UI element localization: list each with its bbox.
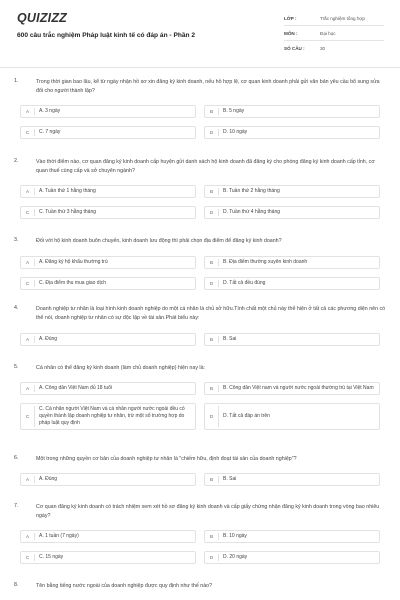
meta-row-class	[284, 11, 384, 26]
option-text: D. Tất cả đáp án trên	[223, 413, 270, 419]
meta-label: MÔN :	[284, 30, 298, 36]
answer-option-a[interactable]	[20, 382, 196, 395]
document-header	[0, 0, 400, 68]
document-meta	[284, 11, 384, 56]
option-letter: D	[205, 406, 219, 427]
answer-option-c[interactable]	[20, 206, 196, 219]
question-text: Tên bằng tiếng nước ngoài của doanh nghiệp được quy định như thế nào?	[36, 583, 213, 589]
answer-option-d[interactable]	[204, 206, 380, 219]
answer-option-c[interactable]	[20, 277, 196, 290]
answer-options	[20, 382, 380, 430]
option-text: D. 20 ngày	[223, 554, 248, 560]
option-letter: D	[205, 209, 219, 216]
option-letter: B	[205, 259, 219, 266]
option-letter: A	[21, 476, 35, 483]
answer-options	[20, 473, 380, 486]
answer-options	[20, 185, 380, 219]
answer-option-a[interactable]	[20, 256, 196, 269]
option-letter: D	[205, 129, 219, 136]
option-letter: B	[205, 108, 219, 115]
question-8	[14, 582, 386, 591]
answer-options	[20, 530, 380, 564]
option-letter: B	[205, 533, 219, 540]
option-letter: A	[21, 533, 35, 540]
question-4	[14, 305, 386, 323]
question-1	[14, 78, 386, 96]
question-6	[14, 455, 386, 464]
question-3	[14, 237, 386, 246]
option-text: A. 1 tuần (7 ngày)	[39, 533, 79, 539]
answer-options	[20, 333, 380, 346]
option-text: C. 7 ngày	[39, 129, 61, 135]
option-text: B. Sai	[223, 476, 237, 482]
option-letter: C	[21, 554, 35, 561]
answer-option-c[interactable]	[20, 403, 196, 430]
option-letter: B	[205, 385, 219, 392]
option-text: A. Đăng ký hộ khẩu thường trú	[39, 259, 108, 265]
option-letter: D	[205, 280, 219, 287]
meta-value: 30	[320, 46, 326, 51]
meta-row-subject	[284, 26, 384, 41]
option-text: A. Công dân Việt Nam đủ 18 tuổi	[39, 385, 113, 391]
answer-option-b[interactable]	[204, 105, 380, 118]
option-letter: C	[21, 280, 35, 287]
option-letter: A	[21, 336, 35, 343]
answer-option-a[interactable]	[20, 105, 196, 118]
meta-label: LỚP :	[284, 15, 297, 21]
answer-option-a[interactable]	[20, 530, 196, 543]
document-title: 600 câu trắc nghiệm Pháp luật kinh tế có đáp án - Phần 2	[17, 32, 196, 39]
answer-option-a[interactable]	[20, 333, 196, 346]
option-letter: C	[21, 209, 35, 216]
meta-label: SỐ CÂU :	[284, 46, 305, 51]
option-letter: B	[205, 476, 219, 483]
question-number: 5.	[14, 364, 19, 370]
question-7	[14, 503, 386, 521]
question-text: Đối với hộ kinh doanh buôn chuyến, kinh doanh lưu động thì phải chọn địa điểm để đăng ký kinh doanh?	[36, 238, 282, 244]
option-text: B. 10 ngày	[223, 533, 247, 539]
option-text: B. Công dân Việt nam và người nước ngoài thường trú tại Việt Nam	[223, 385, 374, 391]
option-text: A. 3 ngày	[39, 108, 61, 114]
question-number: 7.	[14, 503, 19, 509]
answer-option-a[interactable]	[20, 473, 196, 486]
question-2	[14, 158, 386, 176]
answer-option-d[interactable]	[204, 126, 380, 139]
answer-option-b[interactable]	[204, 530, 380, 543]
option-text: B. 5 ngày	[223, 108, 245, 114]
answer-option-d[interactable]	[204, 403, 380, 430]
answer-options	[20, 256, 380, 290]
answer-option-b[interactable]	[204, 256, 380, 269]
question-number: 4.	[14, 305, 19, 311]
option-letter: B	[205, 336, 219, 343]
option-text: C. Tuần thứ 3 hằng tháng	[39, 209, 96, 215]
answer-option-b[interactable]	[204, 473, 380, 486]
question-text: Cá nhân có thể đăng ký kinh doanh (làm chủ doanh nghiệp) hiện nay là:	[36, 365, 206, 371]
question-5	[14, 364, 386, 373]
question-text: Vào thời điểm nào, cơ quan đăng ký kinh doanh cấp huyện gửi danh sách hộ kinh doanh đã đăng ký cho phòng đăng ký kinh doanh cấp tỉnh, cơ quan thuế cùng cấp và sở chuyên ngành?	[36, 159, 375, 174]
quizizz-logo[interactable]: QUIZIZZ	[17, 11, 68, 25]
option-letter: B	[205, 188, 219, 195]
question-text: Doanh nghiệp tư nhân là loại hình kinh doanh nghiệp do một cá nhân là chủ sở hữu.Tính chất một chủ này thể hiện ở tất cả các phương diện nên có thể nói, doanh nghiệp tư nhân có sự độc lập về tài sản.Phát biểu này:	[36, 306, 386, 321]
answer-options	[20, 105, 380, 139]
question-number: 3.	[14, 237, 19, 243]
answer-option-a[interactable]	[20, 185, 196, 198]
option-letter: C	[21, 129, 35, 136]
option-text: A. Tuần thứ 1 hằng tháng	[39, 188, 96, 194]
option-letter: A	[21, 188, 35, 195]
option-text: A. Đúng	[39, 336, 58, 342]
question-number: 2.	[14, 158, 19, 164]
option-text: D. 10 ngày	[223, 129, 248, 135]
option-text: D. Tuần thứ 4 hằng tháng	[223, 209, 280, 215]
option-letter: A	[21, 259, 35, 266]
meta-value: Trắc nghiệm tổng hợp	[320, 15, 365, 21]
answer-option-c[interactable]	[20, 126, 196, 139]
answer-option-b[interactable]	[204, 333, 380, 346]
option-text: B. Địa điểm thường xuyên kinh doanh	[223, 259, 308, 265]
answer-option-b[interactable]	[204, 185, 380, 198]
question-text: Trong thời gian bao lâu, kể từ ngày nhận hồ sơ xin đăng ký kinh doanh, nếu hồ hợp lệ, cơ quan kinh doanh phải gửi văn bản yêu cầu bổ sung sửa đổi cho người thành lập?	[36, 79, 380, 94]
meta-row-count	[284, 41, 384, 56]
answer-option-d[interactable]	[204, 277, 380, 290]
question-number: 8.	[14, 582, 19, 588]
question-text: Cơ quan đăng ký kinh doanh có trách nhiệm xem xét hồ sơ đăng ký kinh doanh và cấp giấy chứng nhận đăng ký kinh doanh trong vòng bao nhiêu ngày?	[36, 504, 380, 519]
option-text: B. Sai	[223, 336, 237, 342]
answer-option-d[interactable]	[204, 551, 380, 564]
option-text: C. Địa điểm thu mua giao dịch	[39, 280, 106, 286]
option-text: C. Cá nhân người Việt Nam và cá nhân người nước ngoài đều có quyền thành lập doanh nghiệp tư nhân, trừ một số trường hợp do pháp luật quy định	[39, 406, 185, 426]
question-number: 6.	[14, 455, 19, 461]
question-number: 1.	[14, 78, 19, 84]
option-text: D. Tất cả đều đúng	[223, 280, 266, 286]
meta-value: Đại học	[320, 30, 336, 36]
option-letter: A	[21, 385, 35, 392]
option-text: A. Đúng	[39, 476, 58, 482]
question-text: Một trong những quyền cơ bản của doanh nghiệp tư nhân là "chiếm hữu, định đoạt tài sản của doanh nghiệp"?	[36, 456, 297, 462]
option-text: B. Tuần thứ 2 hằng tháng	[223, 188, 280, 194]
answer-option-b[interactable]	[204, 382, 380, 395]
option-letter: A	[21, 108, 35, 115]
option-letter: D	[205, 554, 219, 561]
option-letter: C	[21, 406, 35, 427]
option-text: C. 15 ngày	[39, 554, 64, 560]
answer-option-c[interactable]	[20, 551, 196, 564]
